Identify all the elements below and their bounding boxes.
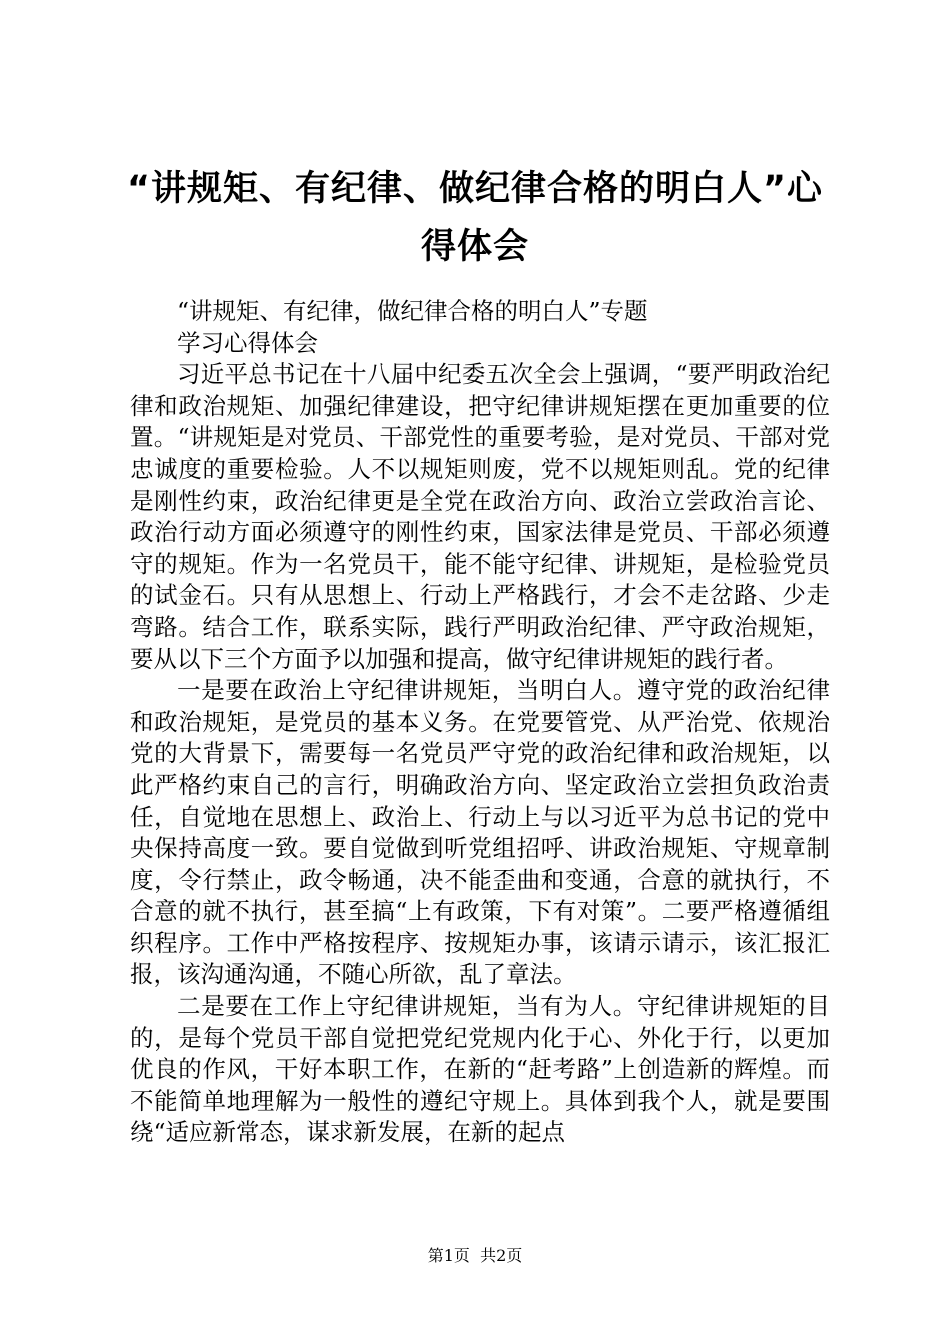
paragraph-point-one: 一是要在政治上守纪律讲规矩，当明白人。遵守党的政治纪律和政治规矩，是党员的基本义务。在党要管党、从严治党、依规治党的大背景下，需要每一名党员严守党的政治纪律和政治规矩，以此严格约束自己的言行，明确政治方向、坚定政治立尝担负政治责任，自觉地在思想上、政治上、行动上与以习近平为总书记的党中央保持高度一致。要自觉做到听党组招呼、讲政治规矩、守规章制度，令行禁止，政令畅通，决不能歪曲和变通，合意的就执行，不合意的就不执行，甚至搞“上有政策，下有对策”。二要严格遵循组织程序。工作中严格按程序、按规矩办事，该请示请示，该汇报汇报，该沟通沟通，不随心所欲，乱了章法。 bbox=[130, 676, 830, 989]
page-footer: 第1页 共2页 bbox=[427, 1246, 523, 1265]
subtitle-line-2: 学习心得体会 bbox=[177, 328, 318, 357]
subtitle-line-1: “讲规矩、有纪律，做纪律合格的明白人”专题 bbox=[177, 297, 648, 325]
document-body bbox=[130, 296, 830, 1149]
paragraph-point-two: 二是要在工作上守纪律讲规矩，当有为人。守纪律讲规矩的目的，是每个党员干部自觉把党纪党规内化于心、外化于行，以更加优良的作风，干好本职工作，在新的“赶考路”上创造新的辉煌。而不能简单地理解为一般性的遵纪守规上。具体到我个人，就是要围绕“适应新常态，谋求新发展，在新的起点 bbox=[130, 992, 830, 1147]
document-title: “讲规矩、有纪律、做纪律合格的明白人”心得体会 bbox=[126, 169, 823, 267]
paragraph-intro: 习近平总书记在十八届中纪委五次全会上强调，“要严明政治纪律和政治规矩、加强纪律建设，把守纪律讲规矩摆在更加重要的位置。“讲规矩是对党员、干部党性的重要考验，是对党员、干部对党忠诚度的重要检验。人不以规矩则废，党不以规矩则乱。党的纪律是刚性约束，政治纪律更是全党在政治方向、政治立尝政治言论、政治行动方面必须遵守的刚性约束，国家法律是党员、干部必须遵守的规矩。作为一名党员干，能不能守纪律、讲规矩，是检验党员的试金石。只有从思想上、行动上严格践行，才会不走岔路、少走弯路。结合工作，联系实际，践行严明政治纪律、严守政治规矩，要从以下三个方面予以加强和提高，做守纪律讲规矩的践行者。 bbox=[130, 360, 830, 673]
